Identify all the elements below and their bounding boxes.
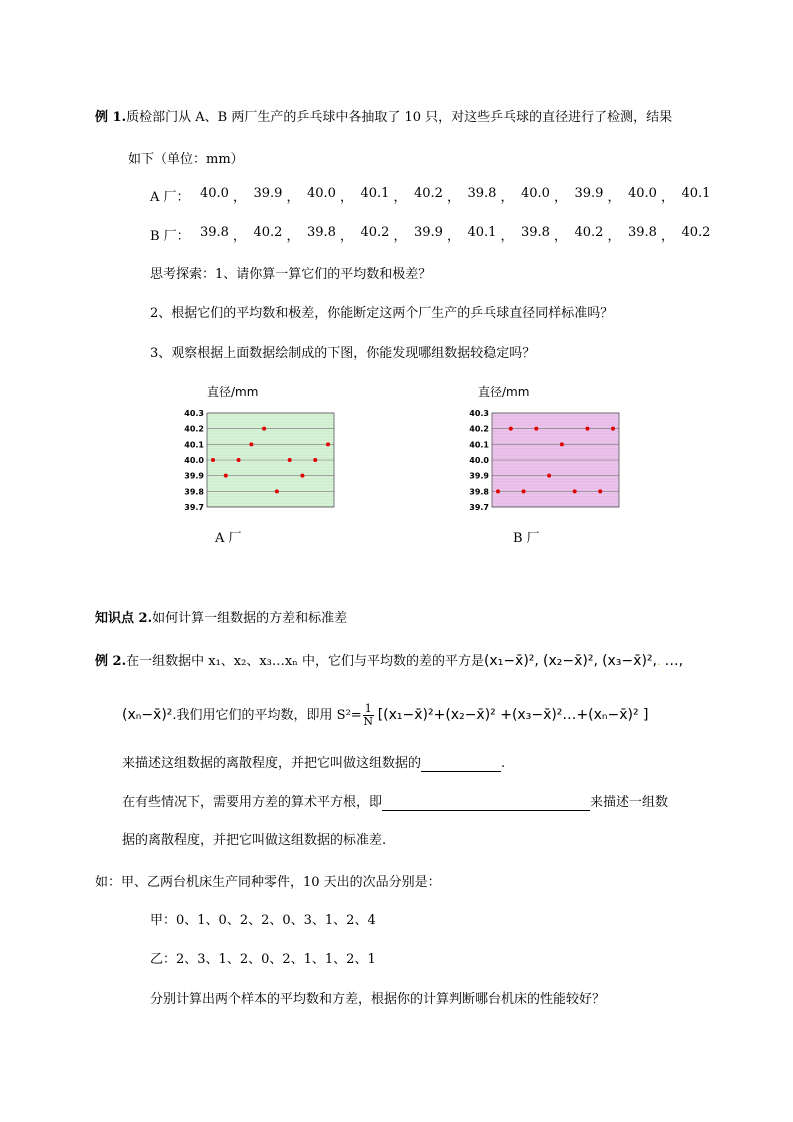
deviation-term-1: (x₁−x̄)²,: [483, 653, 539, 669]
chart-a: [170, 405, 340, 515]
question-3: 3、观察根据上面数据绘制成的下图，你能发现哪组数据较稳定吗？: [150, 346, 536, 361]
factoryA-label: A 厂：: [150, 190, 190, 205]
y-tick-label: 40.2: [469, 424, 489, 434]
factoryA-separator: ，: [661, 190, 675, 205]
example1-label: 例 1.: [95, 110, 127, 125]
y-tick-label: 40.3: [184, 409, 204, 418]
data-point: [300, 474, 304, 478]
data-point: [249, 442, 253, 446]
data-point: [211, 458, 215, 462]
deviation-term-3: (x₃−x̄)²,: [602, 653, 657, 669]
example2-line1: 例 2.在一组数据中 x₁、x₂、x₃…xₙ 中，它们与平均数的差的平方是(x₁−x̄)², (x₂−x̄)², (x₃−x̄)²,. …,: [95, 653, 684, 669]
factoryB-separator: ，: [340, 229, 354, 244]
y-tick-label: 40.3: [469, 409, 489, 418]
data-point: [534, 427, 538, 431]
example3-intro: 如：甲、乙两台机床生产同种零件，10 天出的次品分别是：: [95, 875, 441, 890]
data-point: [496, 489, 500, 493]
factoryA-separator: ，: [500, 190, 514, 205]
y-tick-label: 40.0: [469, 456, 489, 465]
factoryA-value: 40.2: [414, 186, 443, 201]
factoryB-value: 39.9: [414, 225, 443, 240]
factoryB-separator: ，: [286, 229, 300, 244]
factoryA-value: 40.0: [307, 186, 336, 201]
data-point: [224, 474, 228, 478]
example2-line4: [122, 791, 668, 811]
factoryB-separator: ，: [607, 229, 621, 244]
example2-text4b: 来描述一组数: [590, 795, 669, 810]
data-point: [509, 427, 513, 431]
factoryA-separator: ，: [393, 190, 407, 205]
factoryB-value: 40.2: [253, 225, 283, 240]
example2-line3: [122, 752, 505, 772]
example2-line2: [122, 703, 648, 728]
example2-line5: 据的离散程度，并把它叫做这组数据的标准差.: [122, 833, 387, 848]
factoryA-row: [150, 186, 710, 204]
y-tick-label: 40.2: [184, 424, 204, 434]
factoryA-value: 39.9: [574, 186, 604, 201]
factoryA-separator: ，: [340, 190, 354, 205]
machine-jia-data: 甲：0、1、0、2、2、0、3、1、2、4: [150, 913, 376, 928]
y-tick-label: 39.8: [469, 487, 489, 497]
data-point: [611, 427, 615, 431]
machine-yi-data: 乙：2、3、1、2、0、2、1、1、2、1: [150, 952, 376, 967]
factoryA-value: 40.1: [360, 186, 390, 201]
factoryA-separator: ，: [447, 190, 461, 205]
data-point: [313, 458, 317, 462]
factoryA-value: 39.8: [467, 186, 497, 201]
chart-b: [455, 405, 625, 515]
data-point: [585, 427, 589, 431]
knowledge2-heading: [95, 607, 347, 626]
factoryA-separator: ，: [607, 190, 621, 205]
data-point: [560, 442, 564, 446]
example2-period: .: [501, 756, 506, 771]
data-point: [598, 489, 602, 493]
chart-a-title: 直径/mm: [207, 385, 259, 399]
data-point: [522, 489, 526, 493]
data-point: [288, 458, 292, 462]
data-point: [262, 427, 266, 431]
factoryB-separator: ，: [661, 229, 675, 244]
deviation-term-2: (x₂−x̄)²,: [543, 653, 598, 669]
factoryA-separator: ，: [233, 190, 247, 205]
factoryB-row: [150, 225, 710, 243]
deviation-term-n: (xₙ−x̄)²: [122, 707, 173, 723]
question-1: 思考探索：1、请你算一算它们的平均数和极差？: [150, 267, 432, 282]
y-tick-label: 40.1: [469, 440, 489, 450]
fraction-denominator: N: [363, 715, 374, 728]
example2-text2: .我们用它们的平均数，即用 S²=: [172, 708, 362, 723]
example3-question: 分别计算出两个样本的平均数和方差，根据你的计算判断哪台机床的性能较好？: [150, 992, 606, 1007]
y-tick-label: 39.9: [469, 471, 489, 481]
factoryA-value: 40.0: [628, 186, 657, 201]
knowledge2-text: 如何计算一组数据的方差和标准差: [152, 611, 348, 626]
data-point: [275, 489, 279, 493]
example2-text3: 来描述这组数据的离散程度，并把它叫做这组数据的: [122, 756, 422, 771]
deviation-ellipsis: …,: [664, 653, 684, 669]
y-tick-label: 39.7: [184, 503, 204, 512]
factoryB-value: 40.2: [681, 225, 711, 240]
variance-answer-blank[interactable]: [421, 756, 501, 772]
factoryB-value: 39.8: [521, 225, 550, 240]
factoryB-separator: ，: [393, 229, 407, 244]
factoryA-value: 40.0: [200, 186, 229, 201]
y-tick-label: 40.1: [184, 440, 204, 450]
factoryB-label: B 厂：: [150, 229, 190, 244]
example2-text1: 在一组数据中 x₁、x₂、x₃…xₙ 中，它们与平均数的差的平方是: [126, 654, 484, 669]
variance-fraction: [363, 703, 374, 728]
data-point: [237, 458, 241, 462]
question-2: 2、根据它们的平均数和极差，你能断定这两个厂生产的乒乓球直径同样标准吗？: [150, 306, 614, 321]
factoryB-value: 39.8: [200, 225, 229, 240]
y-tick-label: 39.8: [184, 487, 204, 497]
chart-b-xlabel: B 厂: [513, 531, 540, 546]
factoryB-separator: ，: [500, 229, 514, 244]
data-point: [326, 442, 330, 446]
fraction-numerator: 1: [364, 702, 372, 715]
factoryB-value: 40.2: [360, 225, 390, 240]
factoryA-value: 39.9: [253, 186, 283, 201]
example2-label: 例 2.: [95, 654, 127, 669]
data-point: [573, 489, 577, 493]
factoryB-value: 40.1: [467, 225, 497, 240]
data-point: [547, 474, 551, 478]
factoryB-value: 40.2: [574, 225, 604, 240]
factoryB-separator: ，: [233, 229, 247, 244]
factoryB-separator: ，: [554, 229, 568, 244]
example1-line1: [95, 106, 672, 125]
factoryA-separator: ，: [554, 190, 568, 205]
sqrt-variance-blank[interactable]: [382, 795, 590, 811]
chart-a-xlabel: A 厂: [215, 531, 242, 546]
knowledge2-label: 知识点 2.: [95, 611, 153, 626]
example1-text: 质检部门从 A、B 两厂生产的乒乓球中各抽取了 10 只，对这些乒乓球的直径进行了检测，结果: [126, 110, 673, 125]
y-tick-label: 39.7: [469, 503, 489, 512]
factoryA-separator: ，: [286, 190, 300, 205]
y-tick-label: 39.9: [184, 471, 204, 481]
factoryB-value: 39.8: [628, 225, 657, 240]
example2-text4a: 在有些情况下，需要用方差的算术平方根，即: [122, 795, 383, 810]
factoryB-separator: ，: [447, 229, 461, 244]
factoryA-value: 40.0: [521, 186, 550, 201]
factoryA-value: 40.1: [681, 186, 711, 201]
variance-formula: [(x₁−x̄)²+(x₂−x̄)² +(x₃−x̄)²…+(xₙ−x̄)² ]: [377, 707, 649, 723]
y-tick-label: 40.0: [184, 456, 204, 465]
factoryB-value: 39.8: [307, 225, 336, 240]
example1-line2: 如下（单位：mm）: [128, 152, 244, 167]
chart-b-title: 直径/mm: [478, 385, 530, 399]
